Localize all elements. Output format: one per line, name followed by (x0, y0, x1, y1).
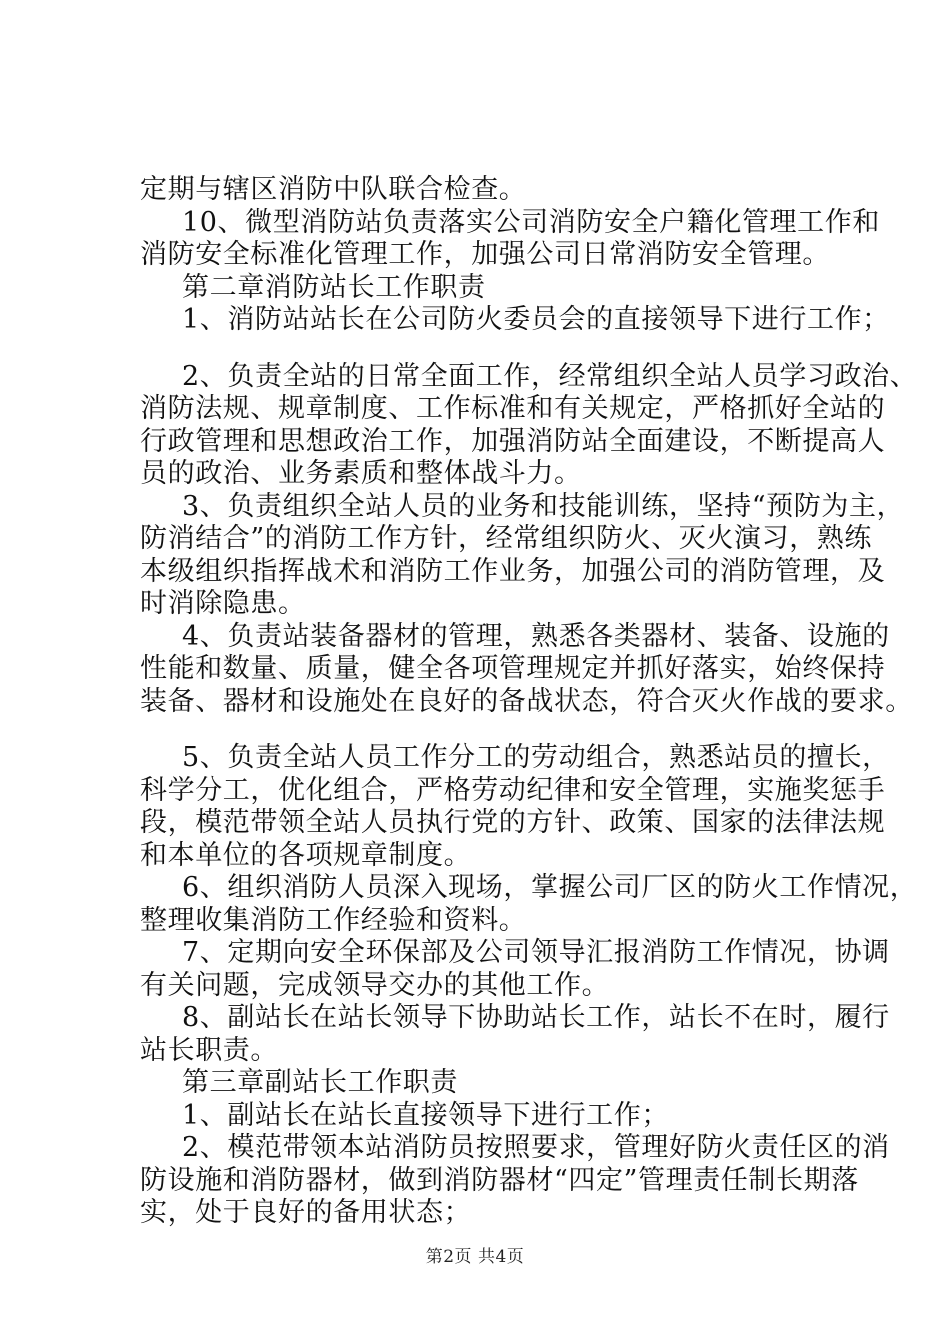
text-line: 消防法规、规章制度、工作标准和有关规定，严格抓好全站的 (140, 393, 886, 424)
text-line: 5、负责全站人员工作分工的劳动组合，熟悉站员的擅长， (182, 742, 890, 773)
text-line: 6、组织消防人员深入现场，掌握公司厂区的防火工作情况， (182, 872, 918, 903)
document-body (140, 174, 918, 1230)
paragraph-gap (140, 337, 860, 361)
text-line: 段，模范带领全站人员执行党的方针、政策、国家的法律法规 (140, 807, 886, 838)
text-line: 防消结合”的消防工作方针，经常组织防火、灭火演习，熟练 (140, 523, 873, 554)
text-line: 和本单位的各项规章制度。 (140, 839, 472, 871)
text-line: 站长职责。 (140, 1034, 278, 1066)
text-line: 整理收集消防工作经验和资料。 (140, 904, 527, 936)
text-line: 1、消防站站长在公司防火委员会的直接领导下进行工作； (182, 304, 890, 335)
text-line: 性能和数量、质量，健全各项管理规定并抓好落实，始终保持 (140, 653, 886, 684)
text-line: 8、副站长在站长领导下协助站长工作，站长不在时，履行 (182, 1002, 890, 1033)
text-line: 1、副站长在站长直接领导下进行工作； (182, 1099, 669, 1131)
text-line: 防设施和消防器材，做到消防器材“四定”管理责任制长期落 (140, 1164, 859, 1196)
text-line: 员的政治、业务素质和整体战斗力。 (140, 458, 582, 489)
text-line: 实，处于良好的备用状态； (140, 1197, 472, 1228)
text-line: 4、负责站装备器材的管理，熟悉各类器材、装备、设施的 (182, 620, 890, 652)
text-line: 装备、器材和设施处在良好的备战状态，符合灭火作战的要求。 (140, 685, 913, 717)
text-line: 科学分工，优化组合，严格劳动纪律和安全管理，实施奖惩手 (140, 774, 886, 806)
text-line: 消防安全标准化管理工作，加强公司日常消防安全管理。 (140, 239, 830, 270)
chapter-heading: 第二章消防站长工作职责 (182, 271, 486, 303)
text-line: 行政管理和思想政治工作，加强消防站全面建设，不断提高人 (140, 425, 886, 457)
text-line: 有关问题，完成领导交办的其他工作。 (140, 969, 610, 1001)
text-line: 7、定期向安全环保部及公司领导汇报消防工作情况，协调 (182, 937, 890, 968)
chapter-heading: 第三章副站长工作职责 (182, 1067, 458, 1098)
text-line: 2、负责全站的日常全面工作，经常组织全站人员学习政治、 (182, 360, 918, 392)
text-line: 10、微型消防站负责落实公司消防安全户籍化管理工作和 (182, 206, 880, 238)
text-line: 本级组织指挥战术和消防工作业务，加强公司的消防管理，及 (140, 555, 886, 587)
text-line: 时消除隐患。 (140, 588, 306, 619)
text-line: 3、负责组织全站人员的业务和技能训练，坚持“预防为主， (182, 490, 905, 522)
text-line: 定期与辖区消防中队联合检查。 (140, 174, 527, 205)
page-footer: 第2页 共4页 (425, 1247, 525, 1267)
text-line: 2、模范带领本站消防员按照要求，管理好防火责任区的消 (182, 1132, 890, 1163)
paragraph-gap (140, 718, 860, 742)
